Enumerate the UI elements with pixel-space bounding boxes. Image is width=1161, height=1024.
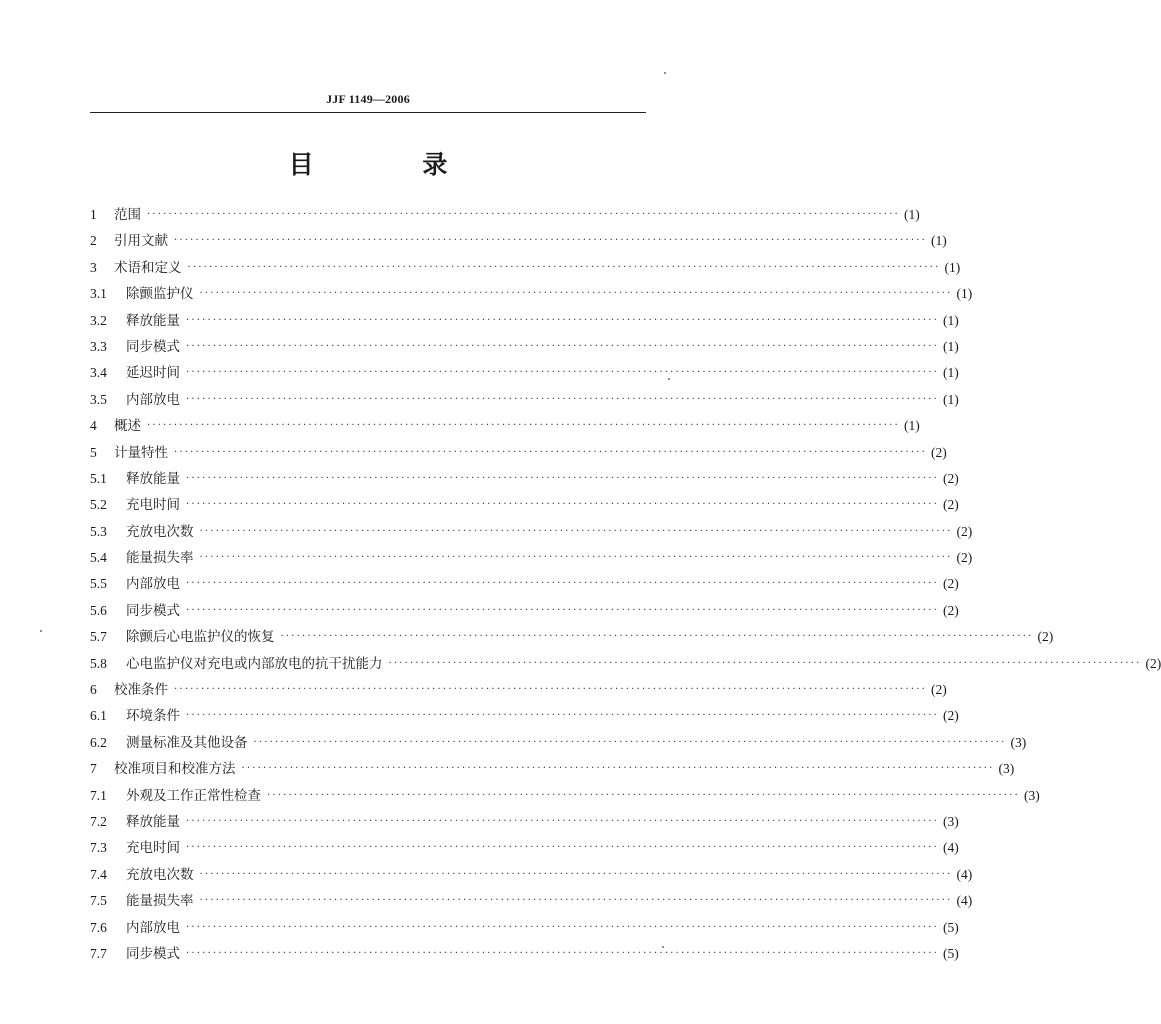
toc-entry-page: (3): [1024, 787, 1040, 803]
toc-entry-page: (2): [956, 550, 973, 566]
toc-entry-label: 同步模式: [126, 338, 180, 355]
toc-entry-page: (1): [943, 312, 959, 328]
toc-entry-page: (5): [943, 945, 959, 961]
toc-entry-number: 5.6: [90, 602, 107, 618]
toc-dot-leader: ············································································································································: [186, 393, 940, 405]
toc-entry[interactable]: [90, 915, 959, 941]
toc-entry[interactable]: [90, 598, 959, 624]
toc-entry-number: 5.1: [90, 470, 107, 486]
toc-dot-leader: ············································································································································: [186, 604, 940, 616]
toc-entry-number: 3.3: [90, 338, 107, 354]
toc-entry-label: 充电时间: [126, 840, 180, 857]
toc-dot-leader: ············································································································································: [147, 209, 901, 220]
toc-entry[interactable]: [90, 519, 973, 545]
scan-speck: [664, 72, 666, 74]
toc-entry-page: (3): [943, 813, 959, 829]
toc-entry[interactable]: [90, 651, 1161, 677]
toc-entry-label: 心电监护仪对充电或内部放电的抗干扰能力: [126, 655, 383, 672]
toc-entry-label: 释放能量: [126, 470, 180, 487]
toc-entry-label: 充放电次数: [126, 866, 194, 883]
toc-dot-leader: ············································································································································: [388, 657, 1142, 669]
toc-entry-label: 引用文献: [114, 233, 168, 250]
toc-dot-leader: ············································································································································: [174, 684, 928, 696]
toc-entry-number: 4: [90, 418, 97, 434]
toc-entry-label: 术语和定义: [114, 259, 182, 276]
table-of-contents: [90, 202, 1161, 967]
toc-entry[interactable]: [90, 835, 959, 861]
toc-entry-page: (1): [944, 259, 961, 275]
toc-entry-number: 6.1: [90, 708, 107, 724]
toc-entry[interactable]: [90, 492, 959, 518]
toc-entry-number: 3.1: [90, 286, 107, 302]
toc-entry-label: 释放能量: [126, 312, 180, 329]
toc-entry-label: 测量标准及其他设备: [126, 734, 248, 751]
toc-entry[interactable]: [90, 888, 973, 914]
toc-entry[interactable]: [90, 703, 959, 729]
toc-dot-leader: ············································································································································: [186, 367, 940, 379]
toc-entry-number: 7.6: [90, 919, 107, 935]
toc-entry-label: 同步模式: [126, 945, 180, 962]
toc-entry-label: 同步模式: [126, 602, 180, 619]
toc-entry-label: 除颤后心电监护仪的恢复: [126, 629, 275, 646]
toc-dot-leader: ············································································································································: [147, 420, 901, 432]
toc-dot-leader: ············································································································································: [186, 314, 940, 326]
toc-entry-label: 内部放电: [126, 391, 180, 408]
toc-entry-number: 6.2: [90, 734, 107, 750]
toc-entry-page: (2): [943, 497, 959, 513]
toc-entry[interactable]: [90, 783, 1040, 809]
toc-entry[interactable]: [90, 756, 1015, 782]
toc-entry[interactable]: [90, 571, 959, 597]
toc-entry[interactable]: [90, 730, 1027, 756]
document-code-header: JJF 1149—2006: [326, 92, 410, 106]
toc-entry-page: (2): [1145, 655, 1161, 671]
toc-dot-leader: ············································································································································: [186, 947, 940, 959]
toc-entry[interactable]: [90, 413, 920, 439]
toc-entry[interactable]: [90, 281, 973, 307]
toc-entry[interactable]: [90, 387, 959, 413]
toc-entry-number: 3: [90, 259, 97, 275]
toc-entry-label: 内部放电: [126, 919, 180, 936]
toc-entry-page: (2): [1037, 629, 1054, 645]
toc-entry[interactable]: [90, 466, 959, 492]
toc-entry-number: 1: [90, 207, 97, 222]
toc-entry-number: 5.2: [90, 497, 107, 513]
toc-entry[interactable]: [90, 545, 973, 571]
toc-entry[interactable]: [90, 202, 920, 228]
toc-entry-label: 计量特性: [114, 444, 168, 461]
toc-dot-leader: ············································································································································: [186, 921, 940, 933]
toc-entry[interactable]: [90, 228, 947, 254]
toc-entry-page: (3): [1010, 734, 1027, 750]
toc-dot-leader: ············································································································································: [199, 868, 953, 880]
toc-entry-label: 能量损失率: [126, 550, 194, 567]
toc-entry[interactable]: [90, 862, 973, 888]
toc-entry-number: 7.1: [90, 787, 107, 803]
toc-dot-leader: ············································································································································: [186, 710, 940, 722]
toc-dot-leader: ············································································································································: [186, 578, 940, 590]
toc-entry-number: 7.4: [90, 866, 107, 882]
toc-dot-leader: ············································································································································: [186, 472, 940, 484]
toc-entry-page: (2): [956, 523, 973, 539]
toc-dot-leader: ············································································································································: [199, 525, 953, 537]
toc-entry-number: 3.2: [90, 312, 107, 328]
toc-entry-number: 5.4: [90, 550, 107, 566]
scan-speck: [40, 630, 42, 632]
toc-entry-label: 外观及工作正常性检查: [126, 787, 261, 804]
toc-entry-page: (1): [931, 233, 947, 249]
toc-entry-label: 充电时间: [126, 497, 180, 514]
toc-entry-page: (2): [943, 708, 959, 724]
toc-entry-label: 延迟时间: [126, 365, 180, 382]
toc-dot-leader: ············································································································································: [174, 235, 928, 247]
toc-entry-number: 3.4: [90, 365, 107, 381]
toc-entry-page: (1): [904, 207, 920, 222]
toc-entry-number: 7.7: [90, 945, 107, 961]
toc-entry-number: 6: [90, 682, 97, 698]
toc-entry-page: (2): [931, 444, 947, 460]
toc-dot-leader: ············································································································································: [199, 288, 953, 300]
toc-entry[interactable]: [90, 677, 947, 703]
toc-entry-label: 范围: [114, 207, 141, 223]
toc-dot-leader: ············································································································································: [241, 763, 995, 775]
toc-entry-number: 7: [90, 761, 97, 777]
toc-entry-number: 5.7: [90, 629, 107, 645]
toc-entry-page: (5): [943, 919, 959, 935]
toc-entry-label: 校准项目和校准方法: [114, 761, 236, 778]
toc-entry-number: 3.5: [90, 391, 107, 407]
toc-entry-number: 5.8: [90, 655, 107, 671]
toc-dot-leader: ············································································································································: [186, 842, 940, 854]
toc-dot-leader: ············································································································································: [280, 631, 1034, 643]
toc-entry-page: (2): [931, 682, 947, 698]
toc-entry[interactable]: [90, 308, 959, 334]
toc-entry-page: (1): [904, 418, 920, 434]
toc-entry-page: (4): [956, 893, 973, 909]
toc-entry-label: 能量损失率: [126, 893, 194, 910]
toc-entry-number: 7.5: [90, 893, 107, 909]
header-rule: [90, 112, 646, 113]
toc-entry-label: 环境条件: [126, 708, 180, 725]
toc-entry[interactable]: [90, 255, 961, 281]
toc-entry[interactable]: [90, 360, 959, 386]
toc-entry-page: (2): [943, 602, 959, 618]
toc-dot-leader: ············································································································································: [253, 736, 1007, 748]
toc-dot-leader: ············································································································································: [187, 261, 941, 273]
toc-dot-leader: ············································································································································: [174, 446, 928, 458]
toc-dot-leader: ············································································································································: [186, 499, 940, 511]
toc-entry-label: 内部放电: [126, 576, 180, 593]
toc-entry-page: (4): [943, 840, 959, 856]
toc-entry-number: 5: [90, 444, 97, 460]
toc-entry-page: (2): [943, 470, 959, 486]
toc-entry-label: 充放电次数: [126, 523, 194, 540]
toc-entry-page: (1): [943, 391, 959, 407]
toc-entry[interactable]: [90, 624, 1054, 650]
toc-entry[interactable]: [90, 334, 959, 360]
toc-entry-number: 7.2: [90, 813, 107, 829]
toc-dot-leader: ············································································································································: [199, 552, 953, 564]
toc-entry-number: 5.5: [90, 576, 107, 592]
toc-dot-leader: ············································································································································: [186, 815, 940, 827]
toc-entry-label: 除颤监护仪: [126, 286, 194, 303]
toc-entry-page: (1): [956, 286, 973, 302]
toc-entry-page: (1): [943, 365, 959, 381]
toc-entry[interactable]: [90, 941, 959, 967]
toc-entry-number: 5.3: [90, 523, 107, 539]
toc-entry-page: (4): [956, 866, 973, 882]
toc-entry-page: (1): [943, 338, 959, 354]
toc-dot-leader: ············································································································································: [186, 340, 940, 352]
toc-entry-label: 释放能量: [126, 813, 180, 830]
toc-entry-number: 2: [90, 233, 97, 249]
toc-dot-leader: ············································································································································: [267, 789, 1021, 801]
toc-entry-label: 校准条件: [114, 682, 168, 699]
toc-entry-page: (2): [943, 576, 959, 592]
scan-speck: [662, 946, 664, 948]
page-title: 目 录: [288, 150, 498, 179]
toc-entry-page: (3): [998, 761, 1015, 777]
scan-speck: [668, 378, 670, 380]
toc-entry-label: 概述: [114, 418, 141, 435]
toc-dot-leader: ············································································································································: [199, 895, 953, 907]
toc-entry[interactable]: [90, 809, 959, 835]
toc-entry[interactable]: [90, 440, 947, 466]
toc-entry-number: 7.3: [90, 840, 107, 856]
